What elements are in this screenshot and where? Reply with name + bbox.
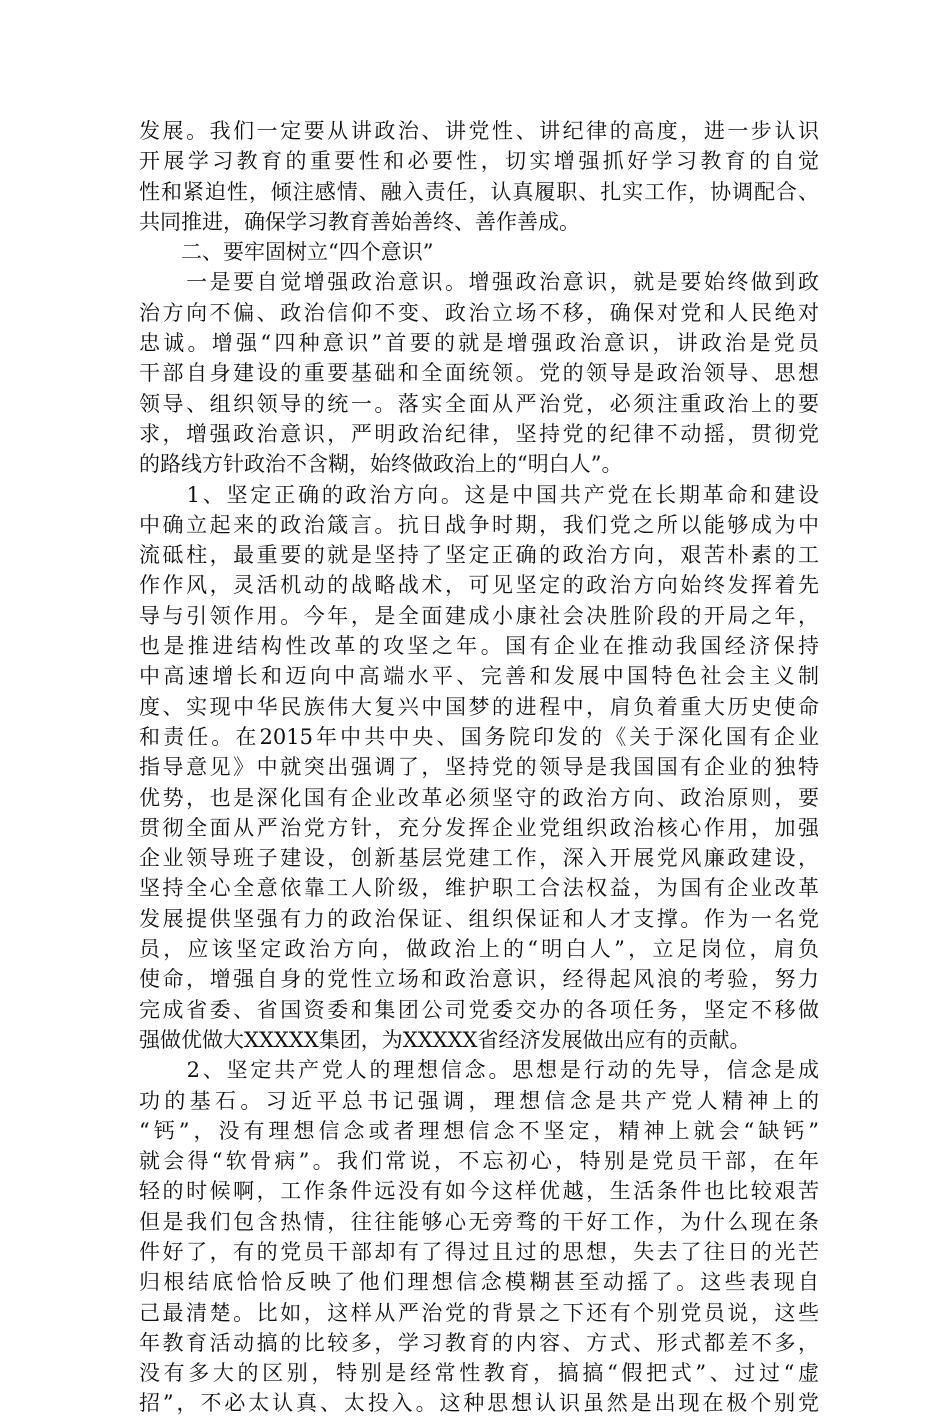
text-line: 中确立起来的政治箴言。抗日战争时期，我们党之所以能够成为中: [139, 512, 819, 537]
text-line: 1、坚定正确的政治方向。这是中国共产党在长期革命和建设: [139, 482, 819, 507]
text-line: 归根结底恰恰反映了他们理想信念模糊甚至动摇了。这些表现自: [139, 1270, 819, 1295]
text-line: 和责任。在2015年中共中央、国务院印发的《关于深化国有企业: [139, 724, 819, 749]
text-line: 中高速增长和迈向中高端水平、完善和发展中国特色社会主义制: [139, 664, 819, 689]
text-line: 开展学习教育的重要性和必要性，切实增强抓好学习教育的自觉: [139, 149, 819, 174]
text-line: 优势，也是深化国有企业改革必须坚守的政治方向、政治原则，要: [139, 785, 819, 810]
text-line: 贯彻全面从严治党方针，充分发挥企业党组织政治核心作用，加强: [139, 815, 819, 840]
text-line: 度、实现中华民族伟大复兴中国梦的进程中，肩负着重大历史使命: [139, 694, 819, 719]
text-line: 员，应该坚定政治方向，做政治上的“明白人”，立足岗位，肩负: [139, 937, 819, 962]
text-line: 性和紧迫性，倾注感情、融入责任，认真履职、扎实工作，协调配合、: [139, 179, 819, 204]
text-line: 流砥柱，最重要的就是坚持了坚定正确的政治方向，艰苦朴素的工: [139, 543, 819, 568]
text-line: 功的基石。习近平总书记强调，理想信念是共产党人精神上的: [139, 1088, 819, 1113]
text-line: 件好了，有的党员干部却有了得过且过的思想，失去了往日的光芒: [139, 1239, 819, 1264]
text-line: 轻的时候啊，工作条件远没有如今这样优越，生活条件也比较艰苦: [139, 1179, 819, 1204]
text-line: 导与引领作用。今年，是全面建成小康社会决胜阶段的开局之年，: [139, 603, 819, 628]
text-line: 己最清楚。比如，这样从严治党的背景之下还有个别党员说，这些: [139, 1300, 819, 1325]
text-line: 就会得“软骨病”。我们常说，不忘初心，特别是党员干部，在年: [139, 1149, 819, 1174]
text-line: 但是我们包含热情，往往能够心无旁骛的干好工作，为什么现在条: [139, 1209, 819, 1234]
text-line: 二、要牢固树立“四个意识”: [139, 240, 434, 265]
text-line: 招”，不必太认真、太投入。这种思想认识虽然是出现在极个别党: [139, 1391, 819, 1416]
text-line: 忠诚。增强“四种意识”首要的就是增强政治意识，讲政治是党员: [139, 331, 819, 356]
text-line: 干部自身建设的重要基础和全面统领。党的领导是政治领导、思想: [139, 361, 819, 386]
text-line: 的路线方针政治不含糊，始终做政治上的“明白人”。: [139, 452, 623, 477]
text-line: 一是要自觉增强政治意识。增强政治意识，就是要始终做到政: [139, 270, 819, 295]
text-line: 作作风，灵活机动的战略战术，可见坚定的政治方向始终发挥着先: [139, 573, 819, 598]
text-line: 领导、组织领导的统一。落实全面从严治党，必须注重政治上的要: [139, 391, 819, 416]
text-line: 指导意见》中就突出强调了，坚持党的领导是我国国有企业的独特: [139, 755, 819, 780]
text-line: 年教育活动搞的比较多，学习教育的内容、方式、形式都差不多，: [139, 1330, 819, 1355]
text-line: 强做优做大XXXXX集团，为XXXXX省经济发展做出应有的贡献。: [139, 1027, 751, 1052]
text-line: 完成省委、省国资委和集团公司党委交办的各项任务，坚定不移做: [139, 997, 819, 1022]
text-line: 发展。我们一定要从讲政治、讲党性、讲纪律的高度，进一步认识: [139, 119, 819, 143]
text-line: 求，增强政治意识，严明政治纪律，坚持党的纪律不动摇，贯彻党: [139, 421, 819, 446]
text-line: 也是推进结构性改革的攻坚之年。国有企业在推动我国经济保持: [139, 634, 819, 659]
text-line: 使命，增强自身的党性立场和政治意识，经得起风浪的考验，努力: [139, 967, 819, 992]
text-line: “钙”，没有理想信念或者理想信念不坚定，精神上就会“缺钙”: [139, 1118, 819, 1143]
text-line: 企业领导班子建设，创新基层党建工作，深入开展党风廉政建设，: [139, 846, 819, 871]
text-line: 治方向不偏、政治信仰不变、政治立场不移，确保对党和人民绝对: [139, 300, 819, 325]
text-line: 没有多大的区别，特别是经常性教育，搞搞“假把式”、过过“虚: [139, 1361, 819, 1386]
text-line: 发展提供坚强有力的政治保证、组织保证和人才支撑。作为一名党: [139, 906, 819, 931]
text-line: 坚持全心全意依靠工人阶级，维护职工合法权益，为国有企业改革: [139, 876, 819, 901]
body-text: [139, 116, 819, 1419]
text-line: 2、坚定共产党人的理想信念。思想是行动的先导，信念是成: [139, 1058, 819, 1083]
text-line: 共同推进，确保学习教育善始善终、善作善成。: [139, 209, 580, 234]
